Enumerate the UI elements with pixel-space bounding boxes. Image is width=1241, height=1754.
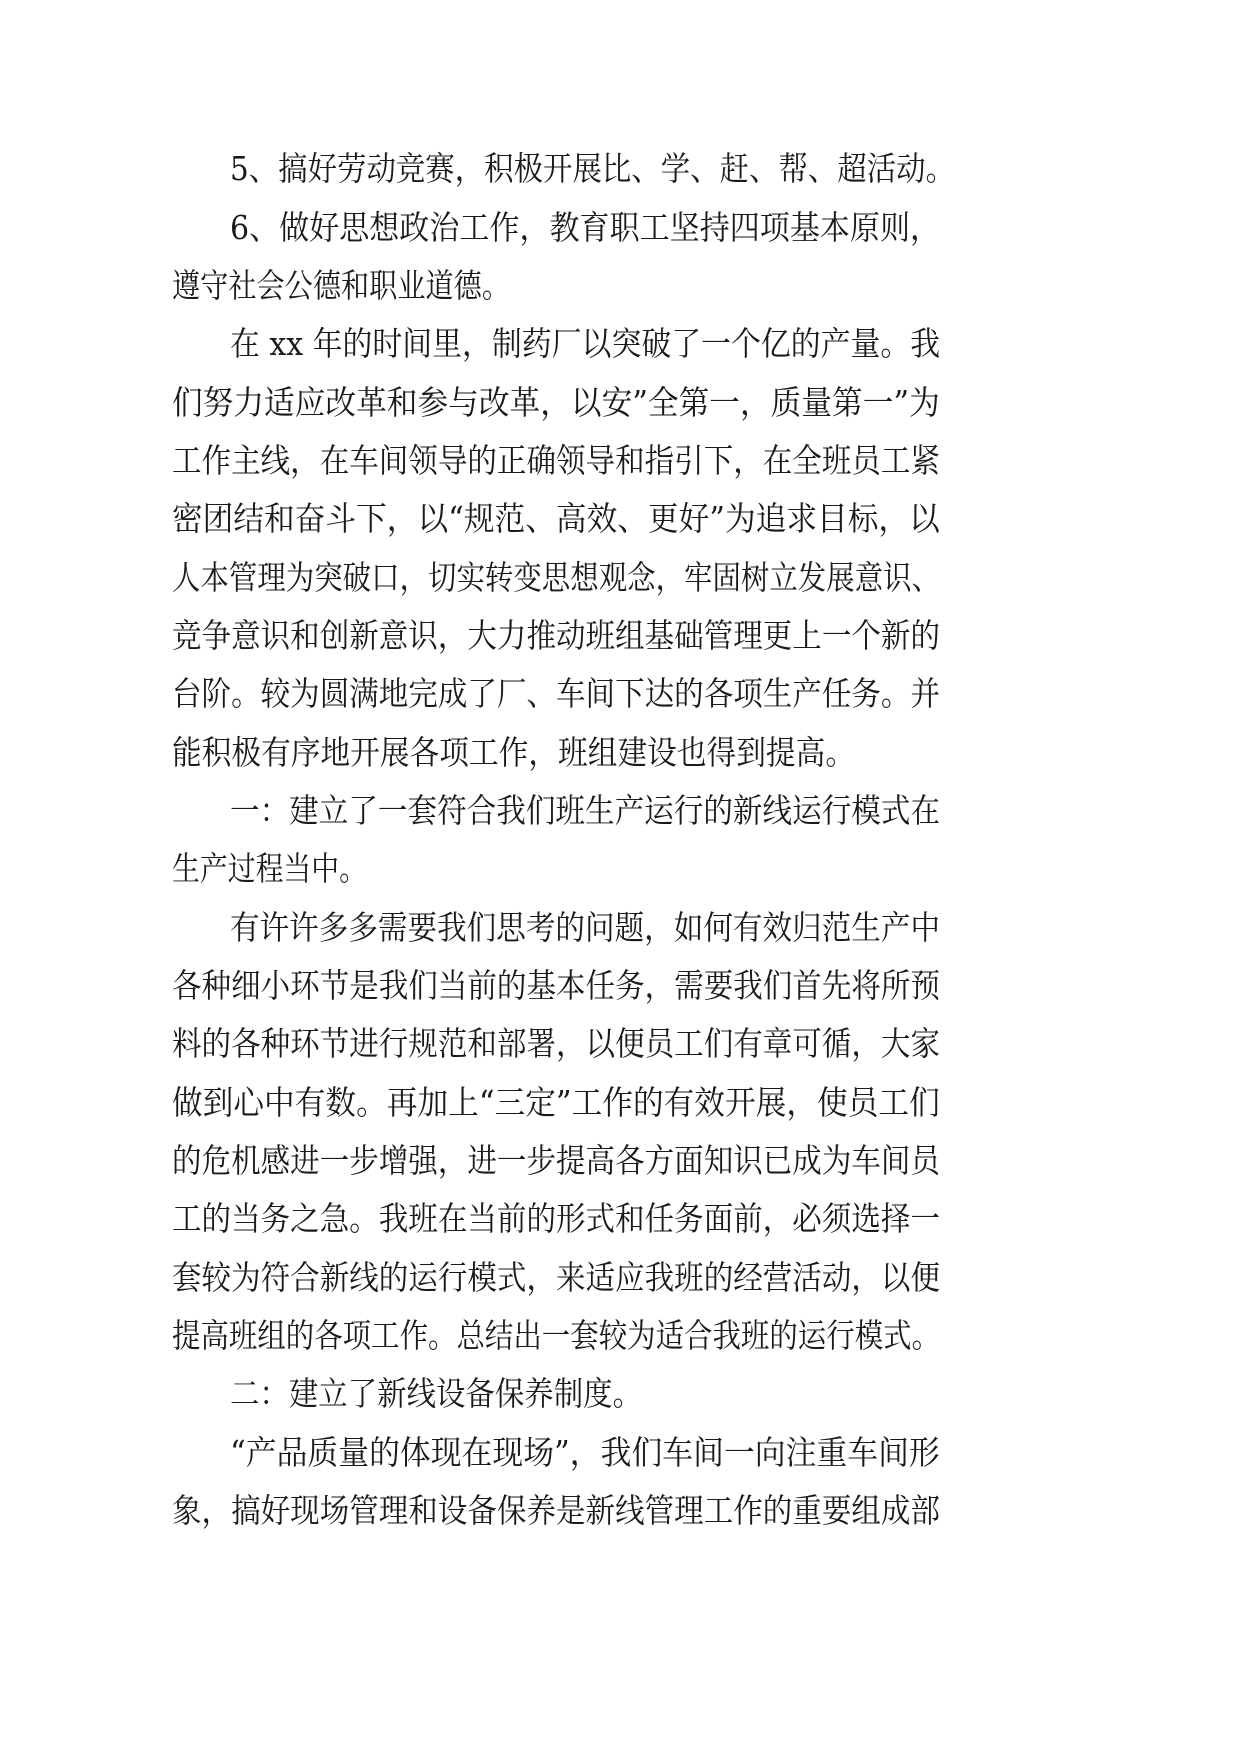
text-line: 象，搞好现场管理和设备保养是新线管理工作的重要组成部	[172, 1491, 940, 1530]
text-line: 能积极有序地开展各项工作，班组建设也得到提高。	[172, 733, 856, 772]
text-line: 套较为符合新线的运行模式，来适应我班的经营活动，以便	[172, 1258, 940, 1297]
text-line: 在 xx 年的时间里，制药厂以突破了一个亿的产量。我	[230, 324, 941, 363]
text-line: “产品质量的体现在现场”，我们车间一向注重车间形	[230, 1433, 940, 1472]
text-line: 有许许多多需要我们思考的问题，如何有效归范生产中	[230, 908, 941, 947]
text-line: 工作主线，在车间领导的正确领导和指引下，在全班员工紧	[172, 441, 940, 480]
text-line: 台阶。较为圆满地完成了厂、车间下达的各项生产任务。并	[172, 674, 940, 713]
text-line: 工的当务之急。我班在当前的形式和任务面前，必须选择一	[172, 1199, 940, 1238]
text-line: 密团结和奋斗下，以“规范、高效、更好”为追求目标，以	[172, 499, 940, 538]
text-line: 6、做好思想政治工作，教育职工坚持四项基本原则，	[230, 208, 941, 247]
section-heading: 生产过程当中。	[172, 849, 368, 888]
text-line: 做到心中有数。再加上“三定”工作的有效开展，使员工们	[172, 1083, 940, 1122]
text-line: 各种细小环节是我们当前的基本任务，需要我们首先将所预	[172, 966, 940, 1005]
text-line: 提高班组的各项工作。总结出一套较为适合我班的运行模式。	[172, 1316, 941, 1355]
text-line: 5、搞好劳动竞赛，积极开展比、学、赶、帮、超活动。	[230, 149, 956, 188]
text-line: 料的各种环节进行规范和部署，以便员工们有章可循，大家	[172, 1024, 940, 1063]
text-line: 竞争意识和创新意识，大力推动班组基础管理更上一个新的	[172, 616, 940, 655]
section-heading: 一：建立了一套符合我们班生产运行的新线运行模式在	[230, 791, 941, 830]
text-line: 的危机感进一步增强，进一步提高各方面知识已成为车间员	[172, 1141, 940, 1180]
text-line: 人本管理为突破口，切实转变思想观念，牢固树立发展意识、	[172, 558, 941, 597]
text-line: 们努力适应改革和参与改革，以安”全第一，质量第一”为	[172, 383, 940, 422]
text-line: 遵守社会公德和职业道德。	[172, 266, 510, 305]
section-heading: 二：建立了新线设备保养制度。	[230, 1374, 643, 1413]
